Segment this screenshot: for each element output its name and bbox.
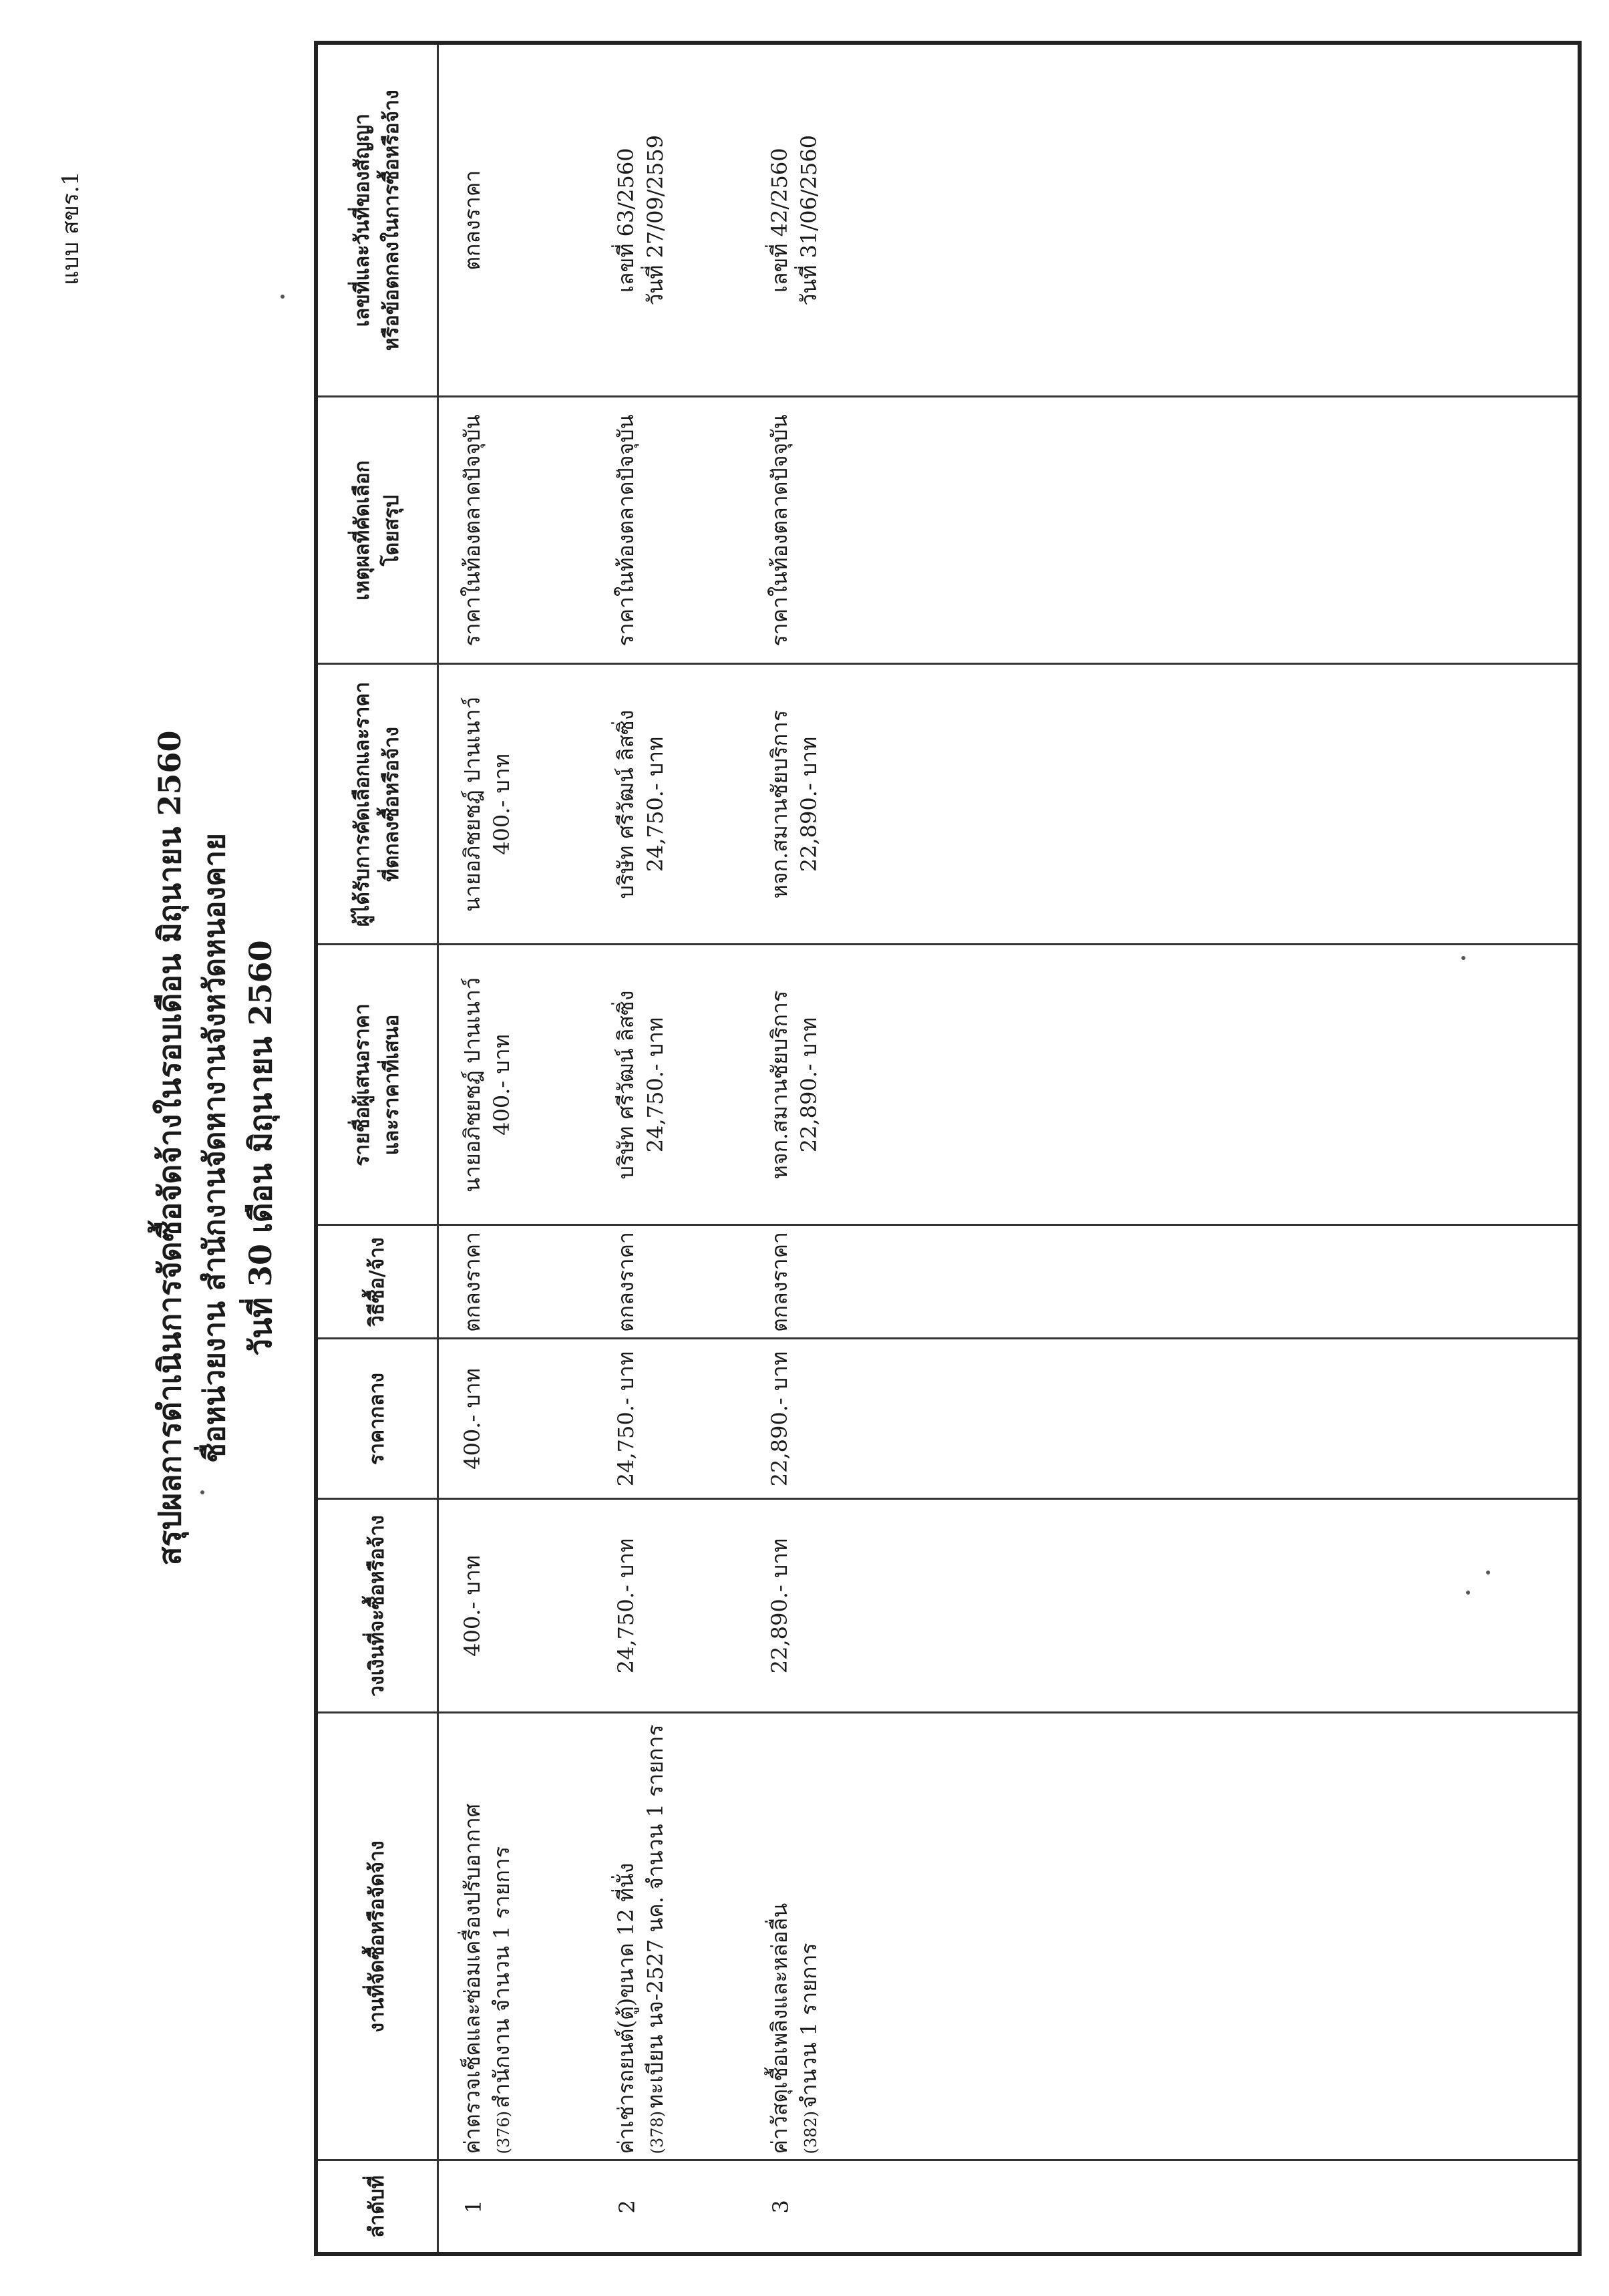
row-3-item-line-2 xyxy=(794,1721,826,2154)
row-1-winner-name: นายอภิชยชฎ์ ปานเนาว์ xyxy=(460,697,485,912)
row-2-ref: (378) xyxy=(648,2110,667,2154)
header-winner-line-2: ที่ตกลงซื้อหรือจ้าง xyxy=(380,727,403,882)
row-2-item-line-2 xyxy=(641,1721,672,2154)
row-3-contract xyxy=(765,45,918,396)
row-1-item xyxy=(458,1721,611,2154)
row-2-winner-name: บริษัท ศรีวัฒน์ ลิสซิ่ง xyxy=(613,709,639,899)
row-2-item-line-1: ค่าเช่ารถยนต์(ตู้)ขนาด 12 ที่นั่ง xyxy=(613,1862,639,2154)
header-reason-line-1: เหตุผลที่คัดเลือก xyxy=(351,460,374,601)
cell-median xyxy=(438,1339,1580,1499)
row-2-item-line-2-text: ทะเบียน นจ-2527 นค. จำนวน 1 รายการ xyxy=(643,1724,668,2108)
row-3-median: 22,890.- บาท xyxy=(767,1351,792,1487)
header-reason-line-2: โดยสรุป xyxy=(380,494,403,566)
cell-reasons xyxy=(438,397,1580,664)
header-bidders-line-1: รายชื่อผู้เสนอราคา xyxy=(351,1003,374,1166)
row-3-bidder-name: หจก.สมานชัยบริการ xyxy=(767,990,792,1180)
header-contract xyxy=(316,43,438,397)
cell-items xyxy=(438,1713,1580,2160)
table-header-row xyxy=(316,43,438,2254)
row-2-winner xyxy=(611,665,765,944)
row-3-item-line-1: ค่าวัสดุเชื้อเพลิงและหล่อลื่น xyxy=(767,1903,792,2154)
row-1-no: 1 xyxy=(461,2200,486,2214)
scan-speck xyxy=(281,295,285,299)
table-body-row xyxy=(438,43,1580,2254)
row-1-bidder-name: นายอภิชยชฎ์ ปานเนาว์ xyxy=(460,977,485,1192)
row-2-contract xyxy=(611,45,765,396)
cell-winners xyxy=(438,664,1580,945)
row-3-budget: 22,890.- บาท xyxy=(767,1538,792,1674)
header-winner xyxy=(316,664,438,945)
row-1-item-line-2-text: สำนักงาน จำนวน 1 รายการ xyxy=(489,1846,514,2108)
row-3-bidder xyxy=(765,946,918,1224)
document-title-block xyxy=(147,0,283,2296)
cell-method xyxy=(438,1225,1580,1339)
scan-speck xyxy=(1461,956,1465,960)
row-2-item xyxy=(611,1721,765,2154)
row-1-bidder-price: 400.- บาท xyxy=(489,1034,514,1136)
row-3-contract-line-1: เลขที่ 42/2560 xyxy=(767,148,792,293)
row-1-budget: 400.- บาท xyxy=(460,1555,485,1657)
row-1-bidder xyxy=(458,946,611,1224)
row-3-reason: ราคาในท้องตลาดปัจจุบัน xyxy=(767,414,792,647)
row-1-winner-price: 400.- บาท xyxy=(489,754,514,855)
row-1-contract xyxy=(458,45,611,396)
title-line-1: สรุปผลการดำเนินการจัดซื้อจัดจ้างในรอบเดือน มิถุนายน 2560 xyxy=(152,730,188,1566)
header-no: ลำดับที่ xyxy=(316,2160,438,2254)
row-2-budget: 24,750.- บาท xyxy=(613,1538,639,1674)
row-1-ref: (376) xyxy=(494,2110,513,2154)
cell-budget xyxy=(438,1499,1580,1713)
header-winner-line-1: ผู้ได้รับการคัดเลือกและราคา xyxy=(351,681,374,927)
scan-speck xyxy=(1466,1591,1470,1595)
row-2-no: 2 xyxy=(614,2200,640,2214)
row-1-method: ตกลงราคา xyxy=(460,1232,485,1332)
title-line-2: ชื่อหน่วยงาน สำนักงานจัดหางานจังหวัดหนองคาย xyxy=(198,833,232,1463)
procurement-table xyxy=(314,41,1582,2256)
form-code: แบบ สขร.1 xyxy=(57,171,84,285)
header-bidders-line-2: และราคาที่เสนอ xyxy=(380,1014,403,1156)
row-2-bidder-price: 24,750.- บาท xyxy=(643,1017,668,1153)
header-median-price: ราคากลาง xyxy=(316,1339,438,1499)
row-3-item-line-2-text: จำนวน 1 รายการ xyxy=(796,1943,822,2108)
scan-speck xyxy=(1486,1571,1490,1575)
row-2-bidder-name: บริษัท ศรีวัฒน์ ลิสซิ่ง xyxy=(613,990,639,1180)
row-2-contract-line-1: เลขที่ 63/2560 xyxy=(613,148,639,293)
header-contract-line-1: เลขที่และวันที่ของสัญญา xyxy=(351,114,374,327)
header-reason xyxy=(316,397,438,664)
row-3-method: ตกลงราคา xyxy=(767,1232,792,1332)
row-1-winner xyxy=(458,665,611,944)
row-3-winner-price: 22,890.- บาท xyxy=(796,736,822,872)
row-1-item-line-1: ค่าตรวจเช็คและซ่อมเครื่องปรับอากาศ xyxy=(460,1803,485,2154)
row-1-median: 400.- บาท xyxy=(460,1368,485,1470)
cell-contracts xyxy=(438,43,1580,397)
title-line-3: วันที่ 30 เดือน มิถุนายน 2560 xyxy=(242,940,279,1356)
header-item: งานที่จัดซื้อหรือจัดจ้าง xyxy=(316,1713,438,2160)
row-2-winner-price: 24,750.- บาท xyxy=(643,736,668,872)
header-contract-line-2: หรือข้อตกลงในการซื้อหรือจ้าง xyxy=(380,90,403,351)
row-1-contract-line-1: ตกลงราคา xyxy=(460,170,485,271)
cell-no xyxy=(438,2160,1580,2254)
row-3-winner xyxy=(765,665,918,944)
row-3-bidder-price: 22,890.- บาท xyxy=(796,1017,822,1153)
row-1-reason: ราคาในท้องตลาดปัจจุบัน xyxy=(460,414,485,647)
row-2-reason: ราคาในท้องตลาดปัจจุบัน xyxy=(613,414,639,647)
scan-speck xyxy=(200,1490,204,1494)
row-3-winner-name: หจก.สมานชัยบริการ xyxy=(767,709,792,899)
row-3-ref: (382) xyxy=(801,2110,820,2154)
cell-bidders xyxy=(438,945,1580,1225)
row-2-bidder xyxy=(611,946,765,1224)
row-3-item xyxy=(765,1721,918,2154)
header-bidders xyxy=(316,945,438,1225)
row-2-median: 24,750.- บาท xyxy=(613,1351,639,1487)
row-1-item-line-2 xyxy=(487,1721,518,2154)
header-method: วิธีซื้อ/จ้าง xyxy=(316,1225,438,1339)
header-budget: วงเงินที่จะซื้อหรือจ้าง xyxy=(316,1499,438,1713)
row-3-no: 3 xyxy=(768,2200,793,2214)
row-2-method: ตกลงราคา xyxy=(613,1232,639,1332)
row-2-contract-line-2: วันที่ 27/09/2559 xyxy=(643,134,668,306)
row-3-contract-line-2: วันที่ 31/06/2560 xyxy=(796,134,822,306)
